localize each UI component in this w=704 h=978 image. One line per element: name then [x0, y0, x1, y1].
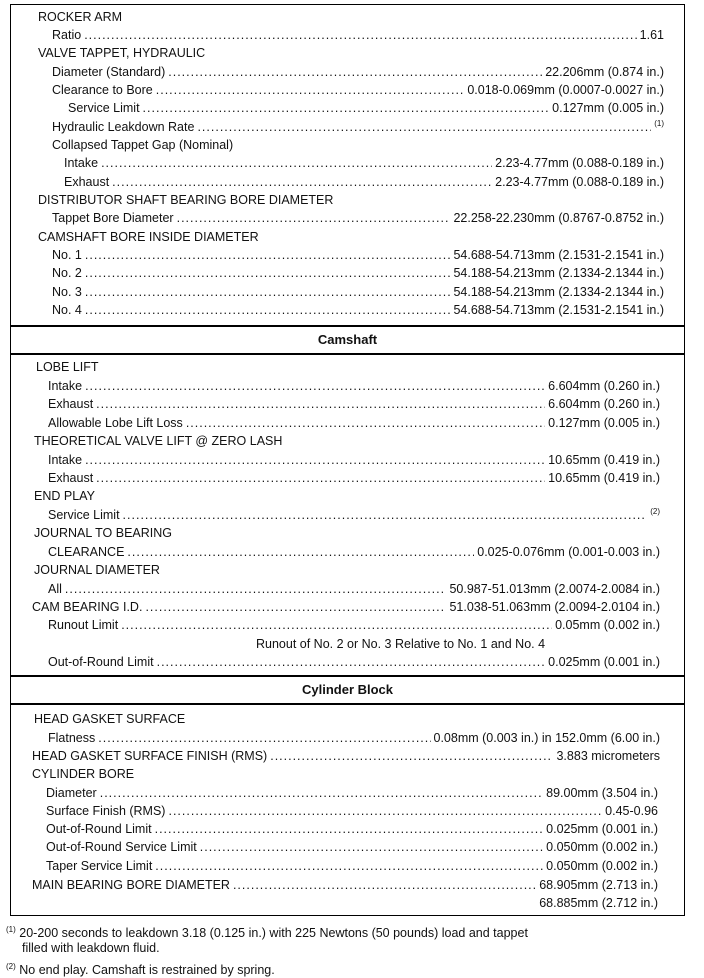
journal-all-row: All ..... 50.987-51.013mm (2.0074-2.0084 in.): [48, 580, 660, 598]
tappet-diameter-row: Diameter (Standard) ..... 22.206mm (0.874 in.): [52, 63, 664, 81]
tappet-heading: VALVE TAPPET, HYDRAULIC: [38, 46, 206, 60]
distributor-heading: DISTRIBUTOR SHAFT BEARING BORE DIAMETER: [38, 193, 334, 207]
head-gasket-heading: HEAD GASKET SURFACE: [34, 712, 186, 726]
camshaft-section-title: Camshaft: [10, 326, 685, 354]
footnote-2-mark: (2): [6, 962, 16, 971]
gap-intake-row: Intake ..... 2.23-4.77mm (0.088-0.189 in.): [64, 154, 664, 172]
runout-note: Runout of No. 2 or No. 3 Relative to No. 1 and No. 4: [256, 637, 546, 651]
leakdown-row: Hydraulic Leakdown Rate ..... (1): [52, 118, 664, 136]
lobe-loss-row: Allowable Lobe Lift Loss ..... 0.127mm (0.005 in.): [48, 414, 660, 432]
footnote-2: [6, 959, 275, 978]
cam-bearing-row: CAM BEARING I.D. ..... 51.038-51.063mm (2.0094-2.0104 in.): [32, 598, 660, 616]
main-bearing-row-2: 68.885mm (2.712 in.): [539, 896, 658, 910]
bore-row: No. 1 ..... 54.688-54.713mm (2.1531-2.1541 in.): [52, 246, 664, 264]
footnote-2-line-1: No end play. Camshaft is restrained by spring.: [19, 963, 275, 978]
gap-exhaust-row: Exhaust ..... 2.23-4.77mm (0.088-0.189 in.): [64, 173, 664, 191]
camshaft-bore-heading: CAMSHAFT BORE INSIDE DIAMETER: [38, 230, 259, 244]
lobe-exhaust-row: Exhaust ..... 6.604mm (0.260 in.): [48, 395, 660, 413]
ratio-row: Ratio ..... 1.61: [52, 26, 664, 44]
footnote-1-line-2: filled with leakdown fluid.: [22, 941, 160, 955]
lobe-lift-heading: LOBE LIFT: [36, 360, 99, 374]
theo-intake-row: Intake ..... 10.65mm (0.419 in.): [48, 451, 660, 469]
theo-exhaust-row: Exhaust ..... 10.65mm (0.419 in.): [48, 469, 660, 487]
theoretical-heading: THEORETICAL VALVE LIFT @ ZERO LASH: [34, 434, 283, 448]
cylinder-bore-heading: CYLINDER BORE: [32, 767, 135, 781]
lobe-intake-row: Intake ..... 6.604mm (0.260 in.): [48, 377, 660, 395]
runout-row: Runout Limit ..... 0.05mm (0.002 in.): [48, 616, 660, 634]
collapsed-gap-heading: Collapsed Tappet Gap (Nominal): [52, 138, 234, 152]
cylinder-block-section-title: Cylinder Block: [10, 676, 685, 704]
journal-bearing-heading: JOURNAL TO BEARING: [34, 526, 172, 540]
block-oor-row: Out-of-Round Limit ..... 0.025mm (0.001 in.): [46, 820, 658, 838]
bore-diameter-row: Diameter ..... 89.00mm (3.504 in.): [46, 784, 658, 802]
main-bearing-row: MAIN BEARING BORE DIAMETER ..... 68.905mm (2.713 in.): [32, 876, 658, 894]
end-play-service-row: Service Limit ..... (2): [48, 506, 660, 524]
bore-row: No. 2 ..... 54.188-54.213mm (2.1334-2.1344 in.): [52, 264, 664, 282]
tappet-service-limit-row: Service Limit ..... 0.127mm (0.005 in.): [68, 99, 664, 117]
bore-row: No. 3 ..... 54.188-54.213mm (2.1334-2.1344 in.): [52, 283, 664, 301]
tappet-bore-row: Tappet Bore Diameter ..... 22.258-22.230mm (0.8767-0.8752 in.): [52, 209, 664, 227]
footnote-1-cont: [22, 940, 160, 956]
gasket-finish-row: HEAD GASKET SURFACE FINISH (RMS) ..... 3.883 micrometers: [32, 747, 660, 765]
camshaft-oor-row: Out-of-Round Limit ..... 0.025mm (0.001 in.): [48, 653, 660, 671]
journal-diameter-heading: JOURNAL DIAMETER: [34, 563, 160, 577]
flatness-row: Flatness ..... 0.08mm (0.003 in.) in 152.0mm (6.00 in.): [48, 729, 660, 747]
block-oor-service-row: Out-of-Round Service Limit ..... 0.050mm (0.002 in.): [46, 838, 658, 856]
footnote-1: [6, 922, 528, 941]
bore-row: No. 4 ..... 54.688-54.713mm (2.1531-2.1541 in.): [52, 301, 664, 319]
taper-row: Taper Service Limit ..... 0.050mm (0.002 in.): [46, 857, 658, 875]
footnote-1-line-1: 20-200 seconds to leakdown 3.18 (0.125 in.) with 225 Newtons (50 pounds) load and tappet: [19, 926, 528, 941]
clearance-row: CLEARANCE ..... 0.025-0.076mm (0.001-0.003 in.): [48, 543, 660, 561]
footnote-1-mark: (1): [6, 925, 16, 934]
surface-finish-row: Surface Finish (RMS) ..... 0.45-0.96: [46, 802, 658, 820]
rocker-arm-heading: ROCKER ARM: [38, 10, 123, 24]
end-play-heading: END PLAY: [34, 489, 95, 503]
tappet-clearance-row: Clearance to Bore ..... 0.018-0.069mm (0.0007-0.0027 in.): [52, 81, 664, 99]
